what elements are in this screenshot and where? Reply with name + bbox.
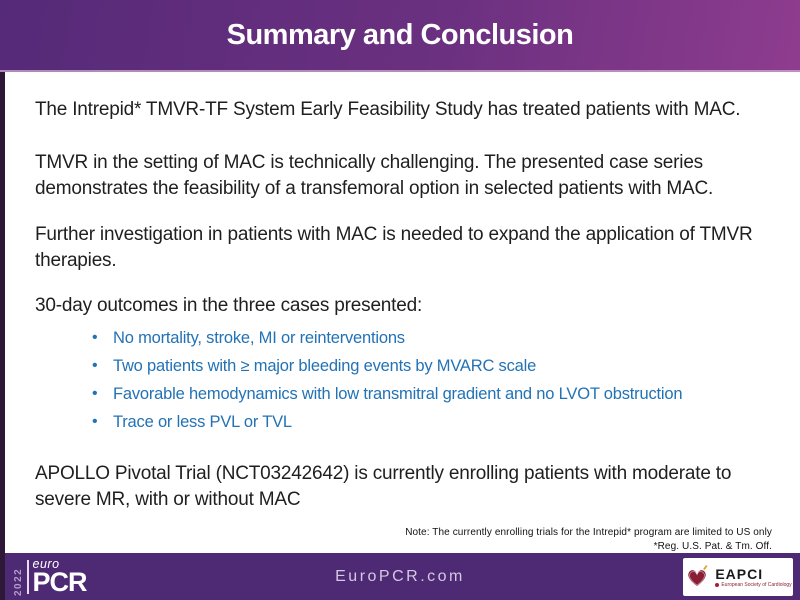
eapci-subtitle: European Society of Cardiology [721,581,792,588]
paragraph-30-day-outcomes: 30-day outcomes in the three cases presented: [35,295,423,316]
europcr-logo-pcr: PCR [32,567,87,597]
slide-title: Summary and Conclusion [226,18,574,51]
eapci-name: EAPCI [715,565,764,582]
europcr-logo-euro: euro [32,557,60,571]
paragraph-intrepid-study: The Intrepid* TMVR-TF System Early Feasibility Study has treated patients with MAC. [35,99,741,120]
website-link[interactable]: EuroPCR.com [335,567,465,585]
esc-dot-icon [715,583,719,587]
slide-header [0,0,800,72]
paragraph-further-investigation: Further investigation in patients with MAC is needed to expand the application of TMVR therapies. [35,224,753,271]
europcr-logo-year: 2022 [13,567,24,596]
paragraph-apollo-trial: APOLLO Pivotal Trial (NCT03242642) is currently enrolling patients with moderate to severe MR, with or without MAC [35,463,732,510]
left-edge-strip [0,72,5,600]
footnote-line: *Reg. U.S. Pat. & Tm. Off. [653,540,772,552]
outcomes-list [35,324,772,436]
slide-footer [0,553,800,600]
slide-body [0,74,800,567]
list-item: • Trace or less PVL or TVL [92,408,772,436]
list-item: • Two patients with ≥ major bleeding events by MVARC scale [92,352,772,380]
paragraph-tmvr-mac: TMVR in the setting of MAC is technically challenging. The presented case series demonstrates the feasibility of a transfemoral option in selected patients with MAC. [35,152,714,199]
eapci-logo [683,558,793,596]
list-item: • Favorable hemodynamics with low transmitral gradient and no LVOT obstruction [92,380,772,408]
list-item: • No mortality, stroke, MI or reinterventions [92,324,772,352]
heart-icon [684,564,710,590]
footnote-line: Note: The currently enrolling trials for the Intrepid* program are limited to US only [405,527,772,538]
